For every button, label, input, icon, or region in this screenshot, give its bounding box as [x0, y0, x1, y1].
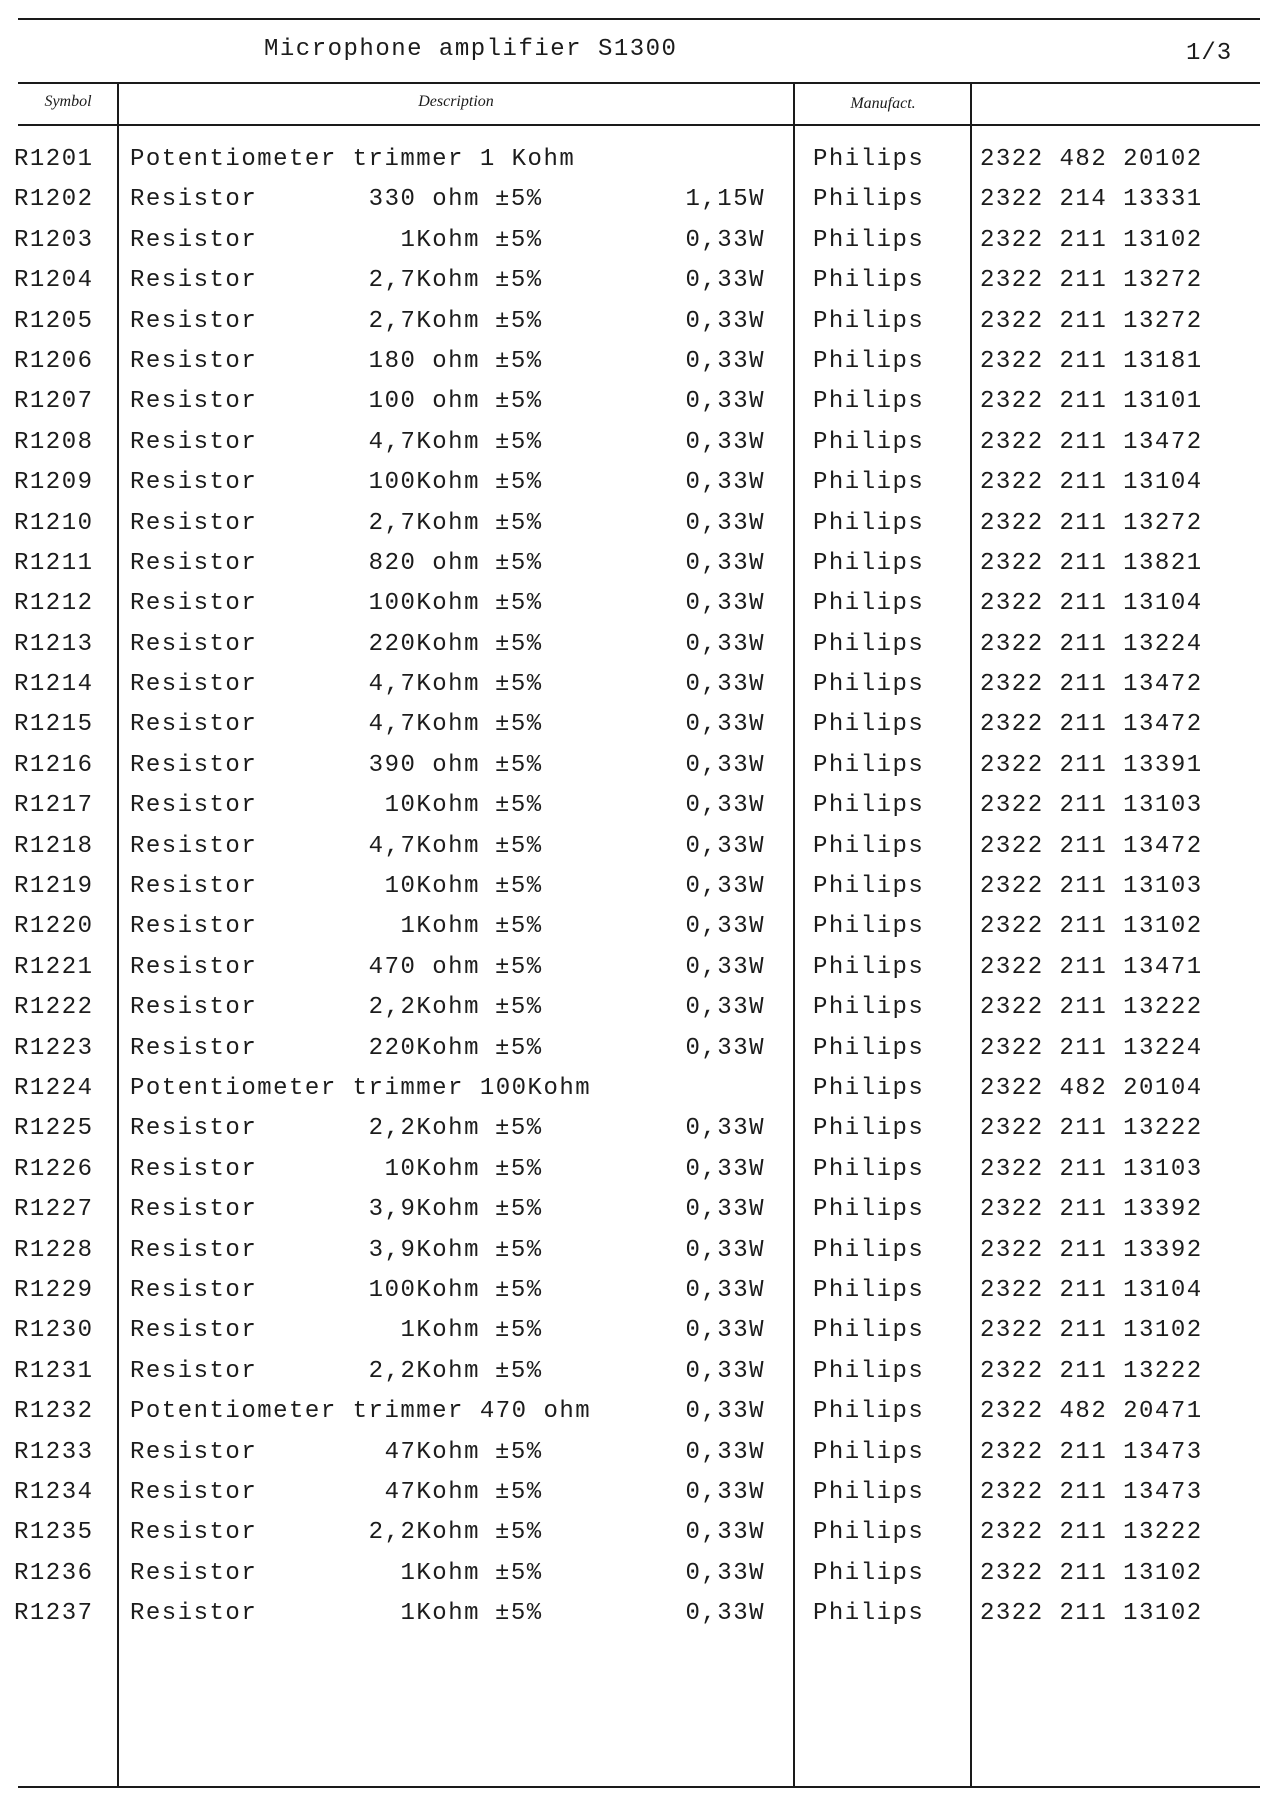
part-value: 2,7Kohm — [368, 307, 480, 335]
part-code: 2322 482 20102 — [980, 146, 1203, 173]
part-manufacturer: Philips — [813, 1398, 925, 1426]
part-manufacturer: Philips — [813, 1519, 925, 1547]
part-type: Resistor — [130, 1115, 258, 1143]
part-manufacturer: Philips — [813, 1115, 925, 1143]
part-power: 0,33W — [685, 1357, 765, 1385]
part-code: 2322 211 13222 — [980, 1357, 1203, 1385]
part-code: 2322 482 20104 — [980, 1074, 1203, 1102]
part-type: Resistor — [130, 226, 258, 254]
part-code: 2322 211 13224 — [980, 630, 1203, 658]
part-type: Resistor — [130, 630, 258, 658]
part-type: Resistor — [130, 1559, 258, 1587]
part-tolerance: ±5% — [495, 711, 543, 739]
part-tolerance: ±5% — [495, 186, 543, 214]
part-tolerance: ±5% — [495, 1357, 543, 1385]
part-type: Resistor — [130, 1276, 258, 1304]
part-type: Resistor — [130, 469, 258, 497]
part-symbol: R1201 — [14, 146, 94, 173]
part-power: 0,33W — [685, 1034, 765, 1062]
part-value: 2,2Kohm — [368, 994, 480, 1022]
part-tolerance: ±5% — [495, 832, 543, 860]
part-symbol: R1222 — [14, 994, 94, 1022]
page-number: 1/3 — [1186, 40, 1233, 67]
part-type: Resistor — [130, 388, 258, 416]
part-manufacturer: Philips — [813, 590, 925, 618]
part-tolerance: ±5% — [495, 469, 543, 497]
part-symbol: R1214 — [14, 671, 94, 699]
part-manufacturer: Philips — [813, 146, 925, 173]
part-code: 2322 211 13473 — [980, 1478, 1203, 1506]
table-row — [0, 1433, 1274, 1473]
part-manufacturer: Philips — [813, 1600, 925, 1628]
part-tolerance: ±5% — [495, 1034, 543, 1062]
table-row — [0, 584, 1274, 624]
part-symbol: R1213 — [14, 630, 94, 658]
part-code: 2322 211 13103 — [980, 873, 1203, 901]
table-row — [0, 342, 1274, 382]
part-type: Resistor — [130, 509, 258, 537]
part-symbol: R1205 — [14, 307, 94, 335]
part-tolerance: ±5% — [495, 994, 543, 1022]
part-tolerance: ±5% — [495, 590, 543, 618]
part-tolerance: ±5% — [495, 509, 543, 537]
part-symbol: R1228 — [14, 1236, 94, 1264]
part-tolerance: ±5% — [495, 226, 543, 254]
part-tolerance: ±5% — [495, 549, 543, 577]
table-row — [0, 1069, 1274, 1109]
part-value: 820 ohm — [368, 549, 480, 577]
part-value: 100Kohm — [368, 1276, 480, 1304]
part-code: 2322 211 13102 — [980, 1559, 1203, 1587]
part-symbol: R1208 — [14, 428, 94, 456]
table-row — [0, 948, 1274, 988]
part-code: 2322 211 13472 — [980, 671, 1203, 699]
part-manufacturer: Philips — [813, 832, 925, 860]
part-power: 1,15W — [685, 186, 765, 214]
part-type: Resistor — [130, 1478, 258, 1506]
part-code: 2322 211 13821 — [980, 549, 1203, 577]
part-tolerance: ±5% — [495, 671, 543, 699]
part-symbol: R1225 — [14, 1115, 94, 1143]
part-code: 2322 211 13104 — [980, 469, 1203, 497]
part-symbol: R1207 — [14, 388, 94, 416]
part-type: Resistor — [130, 671, 258, 699]
part-manufacturer: Philips — [813, 428, 925, 456]
part-power: 0,33W — [685, 1398, 765, 1426]
table-row — [0, 1029, 1274, 1069]
part-tolerance: ±5% — [495, 1519, 543, 1547]
part-value: 4,7Kohm — [368, 711, 480, 739]
part-symbol: R1211 — [14, 549, 94, 577]
part-code: 2322 211 13472 — [980, 832, 1203, 860]
part-tolerance: ±5% — [495, 953, 543, 981]
part-tolerance: ±5% — [495, 873, 543, 901]
part-description: Potentiometer trimmer 100Kohm — [130, 1074, 592, 1102]
part-value: 47Kohm — [384, 1438, 480, 1466]
part-symbol: R1224 — [14, 1074, 94, 1102]
part-type: Resistor — [130, 792, 258, 820]
header-top-rule — [18, 82, 1260, 84]
part-manufacturer: Philips — [813, 267, 925, 295]
document-title: Microphone amplifier S1300 — [264, 36, 678, 63]
part-type: Resistor — [130, 347, 258, 375]
part-value: 4,7Kohm — [368, 428, 480, 456]
part-value: 1Kohm — [400, 913, 480, 941]
table-row — [0, 544, 1274, 584]
table-row — [0, 423, 1274, 463]
part-manufacturer: Philips — [813, 469, 925, 497]
part-power: 0,33W — [685, 347, 765, 375]
table-row — [0, 382, 1274, 422]
part-code: 2322 211 13222 — [980, 1519, 1203, 1547]
table-row — [0, 1150, 1274, 1190]
part-tolerance: ±5% — [495, 267, 543, 295]
part-symbol: R1227 — [14, 1196, 94, 1224]
part-manufacturer: Philips — [813, 630, 925, 658]
part-tolerance: ±5% — [495, 388, 543, 416]
part-code: 2322 211 13473 — [980, 1438, 1203, 1466]
part-manufacturer: Philips — [813, 226, 925, 254]
part-power: 0,33W — [685, 469, 765, 497]
part-code: 2322 211 13102 — [980, 1317, 1203, 1345]
part-code: 2322 214 13331 — [980, 186, 1203, 214]
part-symbol: R1223 — [14, 1034, 94, 1062]
part-code: 2322 211 13104 — [980, 1276, 1203, 1304]
part-manufacturer: Philips — [813, 873, 925, 901]
part-code: 2322 211 13471 — [980, 953, 1203, 981]
part-code: 2322 211 13222 — [980, 994, 1203, 1022]
part-value: 100Kohm — [368, 590, 480, 618]
part-symbol: R1235 — [14, 1519, 94, 1547]
part-tolerance: ±5% — [495, 1236, 543, 1264]
table-row — [0, 665, 1274, 705]
part-code: 2322 211 13104 — [980, 590, 1203, 618]
part-value: 390 ohm — [368, 751, 480, 779]
part-value: 3,9Kohm — [368, 1196, 480, 1224]
part-power: 0,33W — [685, 994, 765, 1022]
part-tolerance: ±5% — [495, 307, 543, 335]
part-code: 2322 211 13181 — [980, 347, 1203, 375]
table-row — [0, 463, 1274, 503]
table-row — [0, 1311, 1274, 1351]
part-manufacturer: Philips — [813, 1559, 925, 1587]
part-value: 47Kohm — [384, 1478, 480, 1506]
part-tolerance: ±5% — [495, 792, 543, 820]
part-type: Resistor — [130, 711, 258, 739]
part-type: Resistor — [130, 832, 258, 860]
part-symbol: R1220 — [14, 913, 94, 941]
part-manufacturer: Philips — [813, 913, 925, 941]
part-value: 1Kohm — [400, 1600, 480, 1628]
part-power: 0,33W — [685, 428, 765, 456]
part-type: Resistor — [130, 267, 258, 295]
table-row — [0, 221, 1274, 261]
part-power: 0,33W — [685, 1196, 765, 1224]
part-code: 2322 211 13222 — [980, 1115, 1203, 1143]
part-manufacturer: Philips — [813, 792, 925, 820]
part-type: Resistor — [130, 1236, 258, 1264]
part-power: 0,33W — [685, 792, 765, 820]
part-symbol: R1221 — [14, 953, 94, 981]
table-row — [0, 140, 1274, 180]
header-bottom-rule — [18, 124, 1260, 126]
part-manufacturer: Philips — [813, 388, 925, 416]
part-value: 4,7Kohm — [368, 832, 480, 860]
part-manufacturer: Philips — [813, 549, 925, 577]
part-code: 2322 211 13102 — [980, 226, 1203, 254]
part-code: 2322 211 13472 — [980, 428, 1203, 456]
part-symbol: R1231 — [14, 1357, 94, 1385]
part-code: 2322 211 13101 — [980, 388, 1203, 416]
part-symbol: R1210 — [14, 509, 94, 537]
part-manufacturer: Philips — [813, 1478, 925, 1506]
part-manufacturer: Philips — [813, 711, 925, 739]
part-manufacturer: Philips — [813, 1074, 925, 1102]
part-power: 0,33W — [685, 590, 765, 618]
part-value: 1Kohm — [400, 226, 480, 254]
part-code: 2322 211 13103 — [980, 792, 1203, 820]
bottom-rule — [18, 1786, 1260, 1788]
part-power: 0,33W — [685, 1519, 765, 1547]
part-type: Resistor — [130, 1519, 258, 1547]
part-power: 0,33W — [685, 913, 765, 941]
part-type: Resistor — [130, 1357, 258, 1385]
part-code: 2322 211 13272 — [980, 267, 1203, 295]
part-type: Resistor — [130, 1317, 258, 1345]
parts-table — [0, 140, 1274, 1634]
part-symbol: R1219 — [14, 873, 94, 901]
part-value: 10Kohm — [384, 792, 480, 820]
part-tolerance: ±5% — [495, 1196, 543, 1224]
table-row — [0, 1271, 1274, 1311]
part-type: Resistor — [130, 549, 258, 577]
part-code: 2322 211 13392 — [980, 1236, 1203, 1264]
column-header-description: Description — [418, 93, 494, 110]
part-symbol: R1226 — [14, 1155, 94, 1183]
part-manufacturer: Philips — [813, 671, 925, 699]
part-code: 2322 211 13272 — [980, 307, 1203, 335]
part-power: 0,33W — [685, 671, 765, 699]
table-row — [0, 786, 1274, 826]
part-symbol: R1212 — [14, 590, 94, 618]
part-symbol: R1204 — [14, 267, 94, 295]
part-tolerance: ±5% — [495, 1559, 543, 1587]
part-power: 0,33W — [685, 711, 765, 739]
part-tolerance: ±5% — [495, 1438, 543, 1466]
part-tolerance: ±5% — [495, 913, 543, 941]
part-symbol: R1209 — [14, 469, 94, 497]
table-row — [0, 1473, 1274, 1513]
part-symbol: R1217 — [14, 792, 94, 820]
part-tolerance: ±5% — [495, 428, 543, 456]
part-code: 2322 211 13391 — [980, 751, 1203, 779]
part-symbol: R1232 — [14, 1398, 94, 1426]
part-manufacturer: Philips — [813, 1276, 925, 1304]
part-value: 100 ohm — [368, 388, 480, 416]
part-value: 2,7Kohm — [368, 267, 480, 295]
part-tolerance: ±5% — [495, 1317, 543, 1345]
part-type: Resistor — [130, 913, 258, 941]
part-tolerance: ±5% — [495, 347, 543, 375]
part-manufacturer: Philips — [813, 953, 925, 981]
table-row — [0, 504, 1274, 544]
part-value: 330 ohm — [368, 186, 480, 214]
table-row — [0, 907, 1274, 947]
part-type: Resistor — [130, 873, 258, 901]
part-type: Resistor — [130, 307, 258, 335]
part-type: Resistor — [130, 1155, 258, 1183]
part-value: 2,2Kohm — [368, 1519, 480, 1547]
table-row — [0, 1109, 1274, 1149]
part-value: 10Kohm — [384, 1155, 480, 1183]
part-manufacturer: Philips — [813, 1236, 925, 1264]
part-power: 0,33W — [685, 751, 765, 779]
part-description: Potentiometer trimmer 1 Kohm — [130, 146, 576, 173]
part-manufacturer: Philips — [813, 509, 925, 537]
part-tolerance: ±5% — [495, 1600, 543, 1628]
part-value: 100Kohm — [368, 469, 480, 497]
part-symbol: R1202 — [14, 186, 94, 214]
table-row — [0, 1190, 1274, 1230]
part-value: 4,7Kohm — [368, 671, 480, 699]
part-tolerance: ±5% — [495, 1155, 543, 1183]
part-power: 0,33W — [685, 953, 765, 981]
part-manufacturer: Philips — [813, 307, 925, 335]
part-power: 0,33W — [685, 832, 765, 860]
part-power: 0,33W — [685, 1317, 765, 1345]
table-row — [0, 302, 1274, 342]
part-value: 220Kohm — [368, 1034, 480, 1062]
part-power: 0,33W — [685, 307, 765, 335]
part-description: Potentiometer trimmer 470 ohm — [130, 1398, 592, 1426]
top-rule — [18, 18, 1260, 20]
part-value: 10Kohm — [384, 873, 480, 901]
part-power: 0,33W — [685, 388, 765, 416]
part-symbol: R1215 — [14, 711, 94, 739]
part-symbol: R1237 — [14, 1600, 94, 1628]
table-row — [0, 261, 1274, 301]
part-code: 2322 211 13102 — [980, 1600, 1203, 1628]
table-row — [0, 625, 1274, 665]
part-tolerance: ±5% — [495, 630, 543, 658]
part-value: 180 ohm — [368, 347, 480, 375]
part-type: Resistor — [130, 1438, 258, 1466]
part-tolerance: ±5% — [495, 751, 543, 779]
part-manufacturer: Philips — [813, 1438, 925, 1466]
part-manufacturer: Philips — [813, 994, 925, 1022]
part-symbol: R1218 — [14, 832, 94, 860]
part-code: 2322 211 13102 — [980, 913, 1203, 941]
table-row — [0, 1392, 1274, 1432]
part-symbol: R1230 — [14, 1317, 94, 1345]
part-code: 2322 211 13472 — [980, 711, 1203, 739]
part-manufacturer: Philips — [813, 1317, 925, 1345]
part-symbol: R1216 — [14, 751, 94, 779]
table-row — [0, 988, 1274, 1028]
table-row — [0, 827, 1274, 867]
part-power: 0,33W — [685, 1600, 765, 1628]
part-power: 0,33W — [685, 1276, 765, 1304]
part-symbol: R1203 — [14, 226, 94, 254]
table-row — [0, 867, 1274, 907]
part-symbol: R1234 — [14, 1478, 94, 1506]
column-header-symbol: Symbol — [44, 93, 92, 110]
part-code: 2322 211 13392 — [980, 1196, 1203, 1224]
part-type: Resistor — [130, 186, 258, 214]
part-manufacturer: Philips — [813, 186, 925, 214]
part-symbol: R1229 — [14, 1276, 94, 1304]
part-power: 0,33W — [685, 549, 765, 577]
table-row — [0, 1513, 1274, 1553]
part-tolerance: ±5% — [495, 1115, 543, 1143]
part-type: Resistor — [130, 953, 258, 981]
part-manufacturer: Philips — [813, 1155, 925, 1183]
part-power: 0,33W — [685, 509, 765, 537]
part-type: Resistor — [130, 1600, 258, 1628]
part-power: 0,33W — [685, 1438, 765, 1466]
part-symbol: R1233 — [14, 1438, 94, 1466]
part-tolerance: ±5% — [495, 1276, 543, 1304]
part-value: 1Kohm — [400, 1317, 480, 1345]
table-row — [0, 746, 1274, 786]
part-type: Resistor — [130, 590, 258, 618]
part-manufacturer: Philips — [813, 347, 925, 375]
table-row — [0, 180, 1274, 220]
part-code: 2322 211 13224 — [980, 1034, 1203, 1062]
part-manufacturer: Philips — [813, 1196, 925, 1224]
part-type: Resistor — [130, 428, 258, 456]
part-code: 2322 211 13272 — [980, 509, 1203, 537]
part-value: 2,2Kohm — [368, 1115, 480, 1143]
table-row — [0, 705, 1274, 745]
part-code: 2322 211 13103 — [980, 1155, 1203, 1183]
part-power: 0,33W — [685, 873, 765, 901]
part-value: 2,2Kohm — [368, 1357, 480, 1385]
part-tolerance: ±5% — [495, 1478, 543, 1506]
part-value: 220Kohm — [368, 630, 480, 658]
part-code: 2322 482 20471 — [980, 1398, 1203, 1426]
part-type: Resistor — [130, 751, 258, 779]
part-manufacturer: Philips — [813, 1034, 925, 1062]
part-power: 0,33W — [685, 630, 765, 658]
table-row — [0, 1594, 1274, 1634]
part-symbol: R1206 — [14, 347, 94, 375]
table-row — [0, 1231, 1274, 1271]
part-symbol: R1236 — [14, 1559, 94, 1587]
part-value: 1Kohm — [400, 1559, 480, 1587]
part-power: 0,33W — [685, 1478, 765, 1506]
part-value: 2,7Kohm — [368, 509, 480, 537]
table-row — [0, 1554, 1274, 1594]
part-power: 0,33W — [685, 1115, 765, 1143]
table-row — [0, 1352, 1274, 1392]
part-power: 0,33W — [685, 267, 765, 295]
part-power: 0,33W — [685, 1155, 765, 1183]
part-power: 0,33W — [685, 1236, 765, 1264]
part-value: 3,9Kohm — [368, 1236, 480, 1264]
part-manufacturer: Philips — [813, 751, 925, 779]
part-value: 470 ohm — [368, 953, 480, 981]
part-power: 0,33W — [685, 1559, 765, 1587]
part-type: Resistor — [130, 994, 258, 1022]
part-power: 0,33W — [685, 226, 765, 254]
part-manufacturer: Philips — [813, 1357, 925, 1385]
part-type: Resistor — [130, 1034, 258, 1062]
part-type: Resistor — [130, 1196, 258, 1224]
column-header-manufacturer: Manufact. — [850, 95, 916, 112]
